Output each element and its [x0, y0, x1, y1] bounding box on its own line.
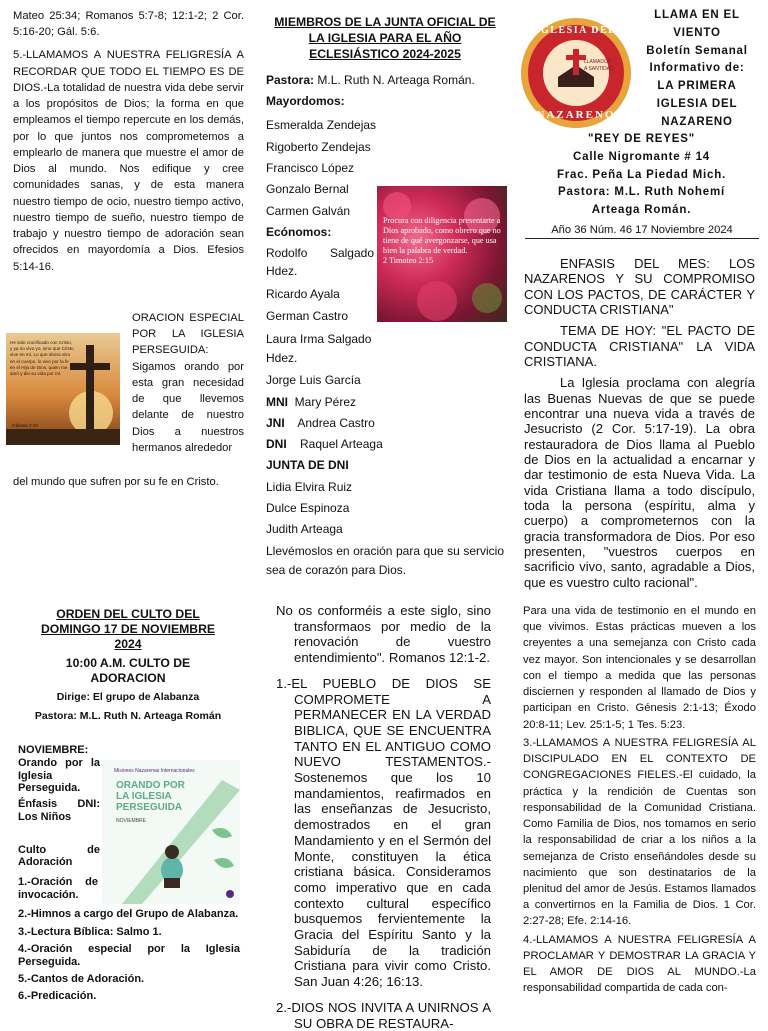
body-text: La Iglesia proclama con alegría las Buenas Nuevas de que se puede encontrar una nueva vida a través de Jesucristo (2 Cor. 5:17-19). La obra restauradora de Dios llama al Pueblo de Dios en la actualidad a encarnar y dar testimonio de esta Nueva Vida. La vida Cristiana llama a todo discípulo, toda la persona (espíritu, alma y cuerpo) a comprometernos con la gracia transformadora de Dios. Por eso presenten, "vuestros cuerpos en sacrificio vivo, santo, agradable a Dios, que es vuestro culto racional".: [524, 375, 755, 590]
poster-org: Misiones Nazarenas Internacionales: [114, 768, 195, 774]
list-item: German Castro: [266, 309, 349, 324]
economos-label: Ecónomos:: [266, 225, 332, 240]
point-2: 2.-DIOS NOS INVITA A UNIRNOS A SU OBRA DE RESTAURA-: [276, 999, 491, 1031]
list-item: Carmen Galván: [266, 203, 351, 218]
image-verse: He sido crucificado con Cristo, y ya no vivo yo, sino que Cristo vive en mí. Lo que ahora vivo en el cuerpo, lo vivo por la fe en el Hijo de Dios, quien me amó y dio su vida por mí.: [10, 340, 74, 376]
list-item: Laura Irma Salgado Hdez.: [266, 332, 372, 365]
pastora-line: Pastora: M.L. Ruth N. Arteaga Román: [34, 710, 222, 723]
junta-dni-label: JUNTA DE DNI: [266, 458, 349, 473]
enfasis-text: ENFASIS DEL MES: LOS NAZARENOS Y SU COMPROMISO CON LOS PACTOS, DE CARÁCTER Y CONDUCTA CRISTIANA": [524, 256, 755, 317]
practices-text: Para una vida de testimonio en el mundo en que vivimos. Estas prácticas mueven a los creyentes a una semejanza con Cristo cada vez mayor. Son intencionales y se desarrollan con el tiempo a medida que las personas disciernen y responden al llamado de Dios y participan en Cristo. Génesis 2:1-13; Éxodo 20:8-11; Lev. 25:1-5; 1 Tes. 5:23.: [523, 605, 756, 731]
romanos-quote: No os conforméis a este siglo, sino transformaos por medio de la renovación de vuestro entendimiento". Romanos 12:1-2.: [276, 603, 491, 666]
address-line-2: Frac. Peña La Piedad Mich.: [556, 168, 727, 181]
pastora-line: Pastora: M.L. Ruth Nohemí Arteaga Román.: [558, 186, 725, 217]
list-item: Rodolfo Salgado Hdez.: [266, 245, 374, 279]
logo-tag-2: A SANTIDAD: [584, 66, 614, 72]
enfasis-dni: Énfasis DNI: Los Niños: [18, 798, 100, 823]
prayer-block: [132, 310, 244, 458]
list-item: Francisco López: [266, 160, 355, 175]
pastora-line: Pastora: M.L. Ruth N. Arteaga Román.: [266, 72, 475, 87]
point-3: 3.-LLAMAMOS A NUESTRA FELIGRESÍA AL DISCIPULADO EN EL CONTEXTO DE CONGREGACIONES FIELES.-El cuidado, la práctica y la rendición de Cuentas son responsabilidad de la Comunidad Cristiana. Como Familia de Dios, nos tomamos en serio la responsabilidad de criar a los niños a la semejanza de Cristo enseñándoles desde su nacimiento que son destinatarios de la plenitud del amor de Jesús. Estamos llamados a convertirnos en la Familia de Dios. 1 Cor. 2:27-28; Efe. 2:14-16.: [523, 736, 756, 928]
cross-image: [6, 333, 120, 445]
logo-tag-1: LLAMADOS: [584, 59, 612, 65]
scripture-refs: Mateo 25:34; Romanos 5:7-8; 12:1-2; 2 Cor. 5:16-20; Gál. 5:6.: [13, 10, 244, 39]
mayordomos-label: Mayordomos:: [266, 93, 345, 108]
jni-line: JNI Andrea Castro: [266, 416, 375, 431]
orden-culto: [18, 607, 238, 722]
list-item: 2.-Himnos a cargo del Grupo de Alabanza.: [18, 908, 239, 921]
issue-line: Año 36 Núm. 46 17 Noviembre 2024: [525, 224, 759, 239]
list-item: Esmeralda Zendejas: [266, 118, 377, 133]
list-item: Rigoberto Zendejas: [266, 139, 371, 154]
bottom-middle: [276, 603, 491, 1031]
nazarene-logo: [520, 17, 632, 129]
address-line-1: Calle Nigromante # 14: [573, 150, 710, 163]
list-item: Gonzalo Bernal: [266, 182, 349, 197]
tema-text: TEMA DE HOY: "EL PACTO DE CONDUCTA CRISTIANA" LA VIDA CRISTIANA.: [524, 323, 755, 369]
dirige-line: Dirige: El grupo de Alabanza: [56, 691, 200, 704]
logo-bottom-text: NAZARENO: [536, 109, 616, 121]
flower-verse: Procura con diligencia presentarte a Dios aprobado, como obrero que no tiene de qué avergonzarse, que usa bien la palabra de verdad. 2 Timoteo 2:15: [383, 216, 501, 265]
flower-image: [377, 186, 507, 322]
list-item: Ricardo Ayala: [266, 286, 340, 301]
orden-title: ORDEN DEL CULTO DEL DOMINGO 17 DE NOVIEMBRE 2024: [40, 607, 216, 651]
church-info: [520, 131, 763, 220]
bottom-right: [523, 603, 756, 999]
list-item: 3.-Lectura Bíblica: Salmo 1.: [18, 925, 162, 938]
list-item: Dulce Espinoza: [266, 500, 350, 515]
closing-text: Llevémoslos en oración para que su servicio sea de corazón para Dios.: [266, 544, 504, 578]
list-item: 5.-Cantos de Adoración.: [18, 973, 145, 986]
mni-line: MNI Mary Pérez: [266, 394, 357, 409]
image-verse-ref: Gálatas 2:20: [12, 423, 39, 428]
list-item: Judith Arteaga: [266, 522, 343, 537]
list-item: Lidia Elvira Ruiz: [266, 479, 353, 494]
prayer-tail: del mundo que sufren por su fe en Cristo.: [13, 476, 219, 488]
culto-items: [18, 876, 240, 1004]
point-4: 4.-LLAMAMOS A NUESTRA FELIGRESÍA A PROCLAMAR Y DEMOSTRAR LA GRACIA Y EL AMOR DE DIOS AL MUNDO.-La responsabilidad compartida de cada con-: [523, 933, 756, 995]
poster-month: NOVIEMBRE: [116, 818, 147, 824]
enfasis-block: [524, 256, 755, 590]
noviembre-block: [18, 744, 100, 869]
logo-top-text: IGLESIA DEL: [535, 25, 617, 36]
point-1: 1.-EL PUEBLO DE DIOS SE COMPROMETE A PERMANECER EN LA VERDAD BIBLICA, QUE SE ENCUENTRA TANTO EN EL ANTIGUO COMO NUEVO TESTAMENTOS.-Sostenemos que los 10 mandamientos, reafirmados en las enseñanzas de Jesucristo, demostrados en el gran Mandamiento y en el Sermón del Monte, constituyen la ética cristiana básica. Consideramos como imperativo que en cada contexto cultural específico busquemos fervientemente la Gracia del Espíritu Santo y la Sabiduría de la tradición Cristiana para vivir como Cristo. San Juan 4:26; 16:13.: [276, 675, 491, 990]
column-left-top: [13, 8, 244, 277]
noviembre-text: NOVIEMBRE: Orando por la Iglesia Perseguida.: [18, 744, 100, 795]
list-item: 4.-Oración especial por la Iglesia Perseguida.: [18, 942, 240, 968]
junta-title: MIEMBROS DE LA JUNTA OFICIAL DE LA IGLESIA PARA EL AÑO ECLESIÁSTICO 2024-2025: [274, 15, 496, 61]
point-5: 5.-LLAMAMOS A NUESTRA FELIGRESÍA A RECORDAR QUE TODO EL TIEMPO ES DE DIOS.-La totalidad de nuestra vida debe servir a los propósitos de Dios; la forma en que empleamos el tiempo repercute en los demás, por lo que juntos nos comprometemos a emplearlo de manera que muestre el amor de Dios al mundo. Nos edifique y cree comunidades sanas, y de esta manera nuestro tiempo de ocio, nuestro tiempo activo, nuestro tiempo de sueño, nuestro tiempo de trabajo y nuestro tiempo de adoración sean ofrecidos en mayordomía a Dios. Efesios 5:14-16.: [13, 49, 244, 273]
dni-line: DNI Raquel Arteaga: [266, 437, 383, 452]
bulletin-header: LLAMA EN EL VIENTO Boletín Semanal Informativo de: LA PRIMERA IGLESIA DEL NAZARENO: [646, 9, 748, 128]
list-item: Jorge Luis García: [266, 373, 361, 388]
culto-label: Culto de Adoración: [18, 843, 100, 869]
rey-de-reyes: "REY DE REYES": [588, 133, 695, 145]
economos-list: [266, 244, 374, 390]
list-item: 6.-Predicación.: [18, 990, 97, 1003]
poster-title: ORANDO POR LA IGLESIA PERSEGUIDA: [116, 780, 185, 813]
prayer-text: ORACION ESPECIAL POR LA IGLESIA PERSEGUIDA: Sigamos orando por esta gran necesidad de que llevemos delante de nuestro Dios a nuestros hermanos alrededor: [132, 312, 244, 454]
service-time: 10:00 A.M. CULTO DE ADORACION: [65, 655, 191, 685]
list-item: 1.-Oración de invocación.: [18, 876, 98, 902]
